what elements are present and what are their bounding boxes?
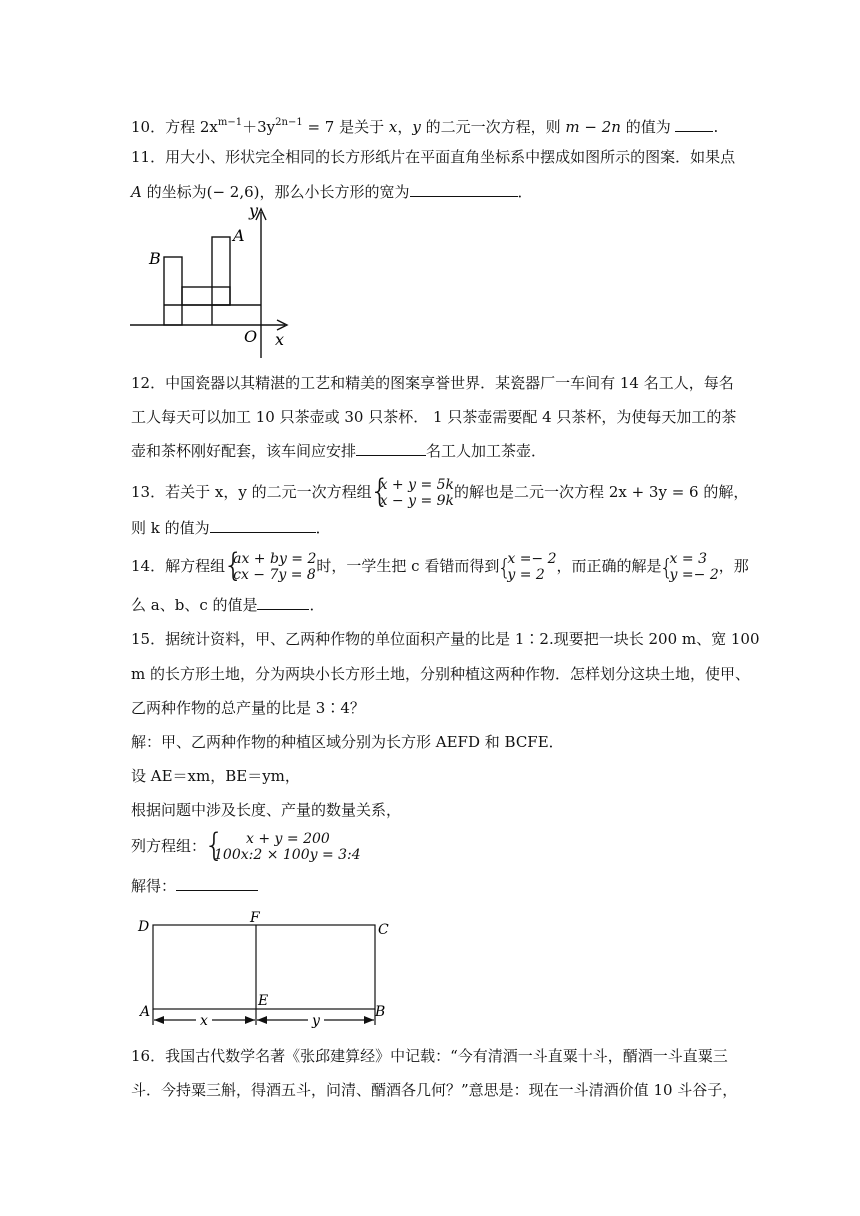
answer-blank <box>257 595 309 610</box>
question-14-line-1: 14．解方程组 { ax + by = 2 cx − 7y = 8 时，一学生把 c 看错而得到 { x =− 2 y = 2 ，而正确的解是 { x = 3 y =− 2 ，那 <box>131 548 749 584</box>
answer-blank <box>210 518 316 533</box>
label-E: E <box>258 993 269 1009</box>
question-number: 15． <box>131 630 166 648</box>
question-10: 10．方程 $2x^{m-1}+3y^{2n-1} = 7$ 是关于 x，y 的二元一次方程，则 m − 2n 的值为 . <box>131 117 719 136</box>
question-12-line-2: 工人每天可以加工 10 只茶壶或 30 只茶杯． 1 只茶壶需要配 4 只茶杯，为使每天加工的茶 <box>131 408 737 426</box>
label-C: C <box>378 922 389 938</box>
question-16-line-2: 斗．今持粟三斛，得酒五斗，问清、醑酒各几何？”意思是：现在一斗清酒价值 10 斗谷子， <box>131 1081 738 1099</box>
solution-line-4: 列方程组： { x + y = 200 100x:2 × 100y = 3:4 <box>131 828 361 864</box>
label-O: O <box>244 327 258 346</box>
question-15-line-2: m 的长方形土地，分为两块小长方形土地，分别种植这两种作物．怎样划分这块土地，使甲、 <box>131 665 750 683</box>
question-number: 16． <box>131 1047 166 1065</box>
question-number: 11． <box>131 148 166 166</box>
solution-line-1: 解：甲、乙两种作物的种植区域分别为长方形 AEFD 和 BCFE． <box>131 733 564 751</box>
question-number: 14． <box>131 557 166 575</box>
question-15-line-3: 乙两种作物的总产量的比是 3∶4？ <box>131 699 365 717</box>
question-11-line-1: 11．用大小、形状完全相同的长方形纸片在平面直角坐标系中摆成如图所示的图案．如果点 <box>131 148 736 166</box>
question-number: 10． <box>131 118 166 136</box>
answer-blank <box>410 182 518 197</box>
land-rectangle-figure <box>130 905 400 1030</box>
question-14-line-2: 么 a、b、c 的值是 ． <box>131 596 325 614</box>
question-13-line-1: 13．若关于 x，y 的二元一次方程组 { x + y = 5k x − y = 9k 的解也是二元一次方程 2x + 3y = 6 的解， <box>131 474 748 510</box>
label-D: D <box>138 919 150 935</box>
label-B: B <box>375 1004 386 1020</box>
answer-blank <box>675 117 713 132</box>
equation-system: { x + y = 5k x − y = 9k <box>372 477 454 509</box>
label-B: B <box>149 249 161 268</box>
label-F: F <box>250 910 260 926</box>
question-11-line-2: A 的坐标为(− 2,6)，那么小长方形的宽为 ． <box>131 183 533 201</box>
question-13-line-2: 则 k 的值为 ． <box>131 519 331 537</box>
question-12-line-1: 12．中国瓷器以其精湛的工艺和精美的图案享誉世界．某瓷器厂一车间有 14 名工人，每名 <box>131 374 734 392</box>
label-A: A <box>233 226 245 245</box>
question-12-line-3: 壶和茶杯刚好配套，该车间应安排 名工人加工茶壶． <box>131 442 547 460</box>
answer-blank <box>176 876 258 891</box>
label-y: y <box>312 1013 320 1029</box>
correct-solution: { x = 3 y =− 2 <box>662 551 719 583</box>
solution-line-3: 根据问题中涉及长度、产量的数量关系， <box>131 801 402 819</box>
solution-line-5: 解得： <box>131 875 258 897</box>
answer-blank <box>356 441 426 456</box>
question-number: 13． <box>131 483 166 501</box>
solution-line-2: 设 AE＝xm，BE＝ym， <box>131 767 300 785</box>
question-16-line-1: 16．我国古代数学名著《张邱建算经》中记载：“今有清酒一斗直粟十斗，醑酒一斗直粟三 <box>131 1047 728 1065</box>
wrong-solution: { x =− 2 y = 2 <box>499 551 556 583</box>
label-x: x <box>200 1013 208 1029</box>
math-expression: m − 2n <box>565 118 621 136</box>
question-number: 12． <box>131 374 166 392</box>
equation-system: { x + y = 200 100x:2 × 100y = 3:4 <box>206 831 361 863</box>
label-y: y <box>249 201 259 220</box>
label-x: x <box>275 330 285 349</box>
label-A: A <box>140 1004 151 1020</box>
rectangle-pattern-figure <box>125 198 300 364</box>
question-15-line-1: 15．据统计资料，甲、乙两种作物的单位面积产量的比是 1∶2.现要把一块长 200 m、宽 100 <box>131 630 760 648</box>
equation-system: { ax + by = 2 cx − 7y = 8 <box>225 551 316 583</box>
